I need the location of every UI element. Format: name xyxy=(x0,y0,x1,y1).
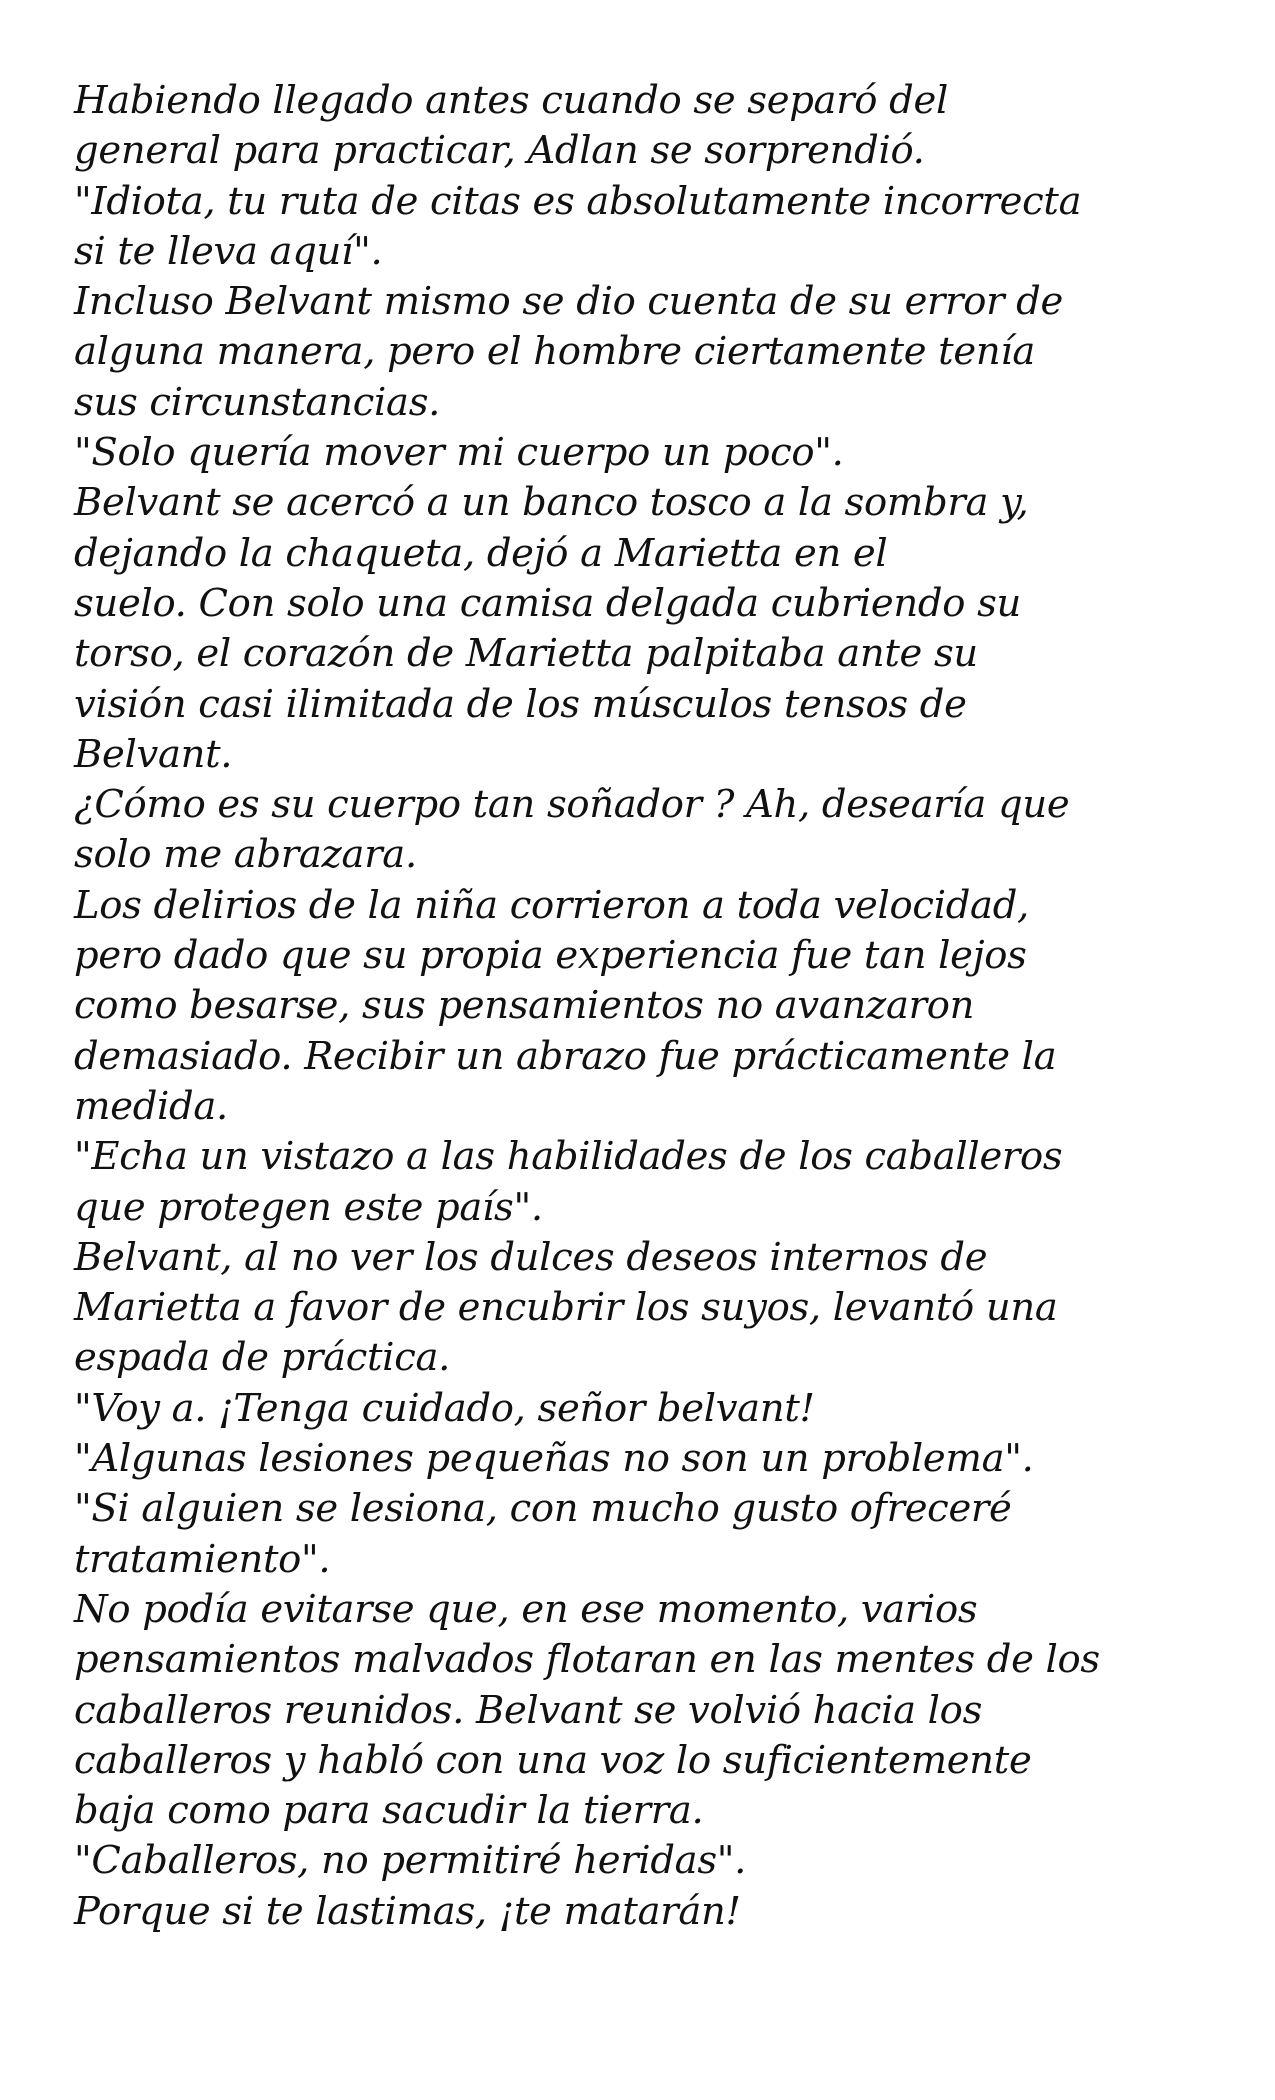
text-line: pensamientos malvados flotaran en las mentes de los xyxy=(74,1637,1100,1683)
text-line: Los delirios de la niña corrieron a toda velocidad, xyxy=(74,882,1029,928)
text-line: "Voy a. ¡Tenga cuidado, señor belvant! xyxy=(74,1385,815,1431)
text-line: que protegen este país". xyxy=(74,1184,543,1230)
text-line: "Echa un vistazo a las habilidades de los caballeros xyxy=(74,1134,1063,1180)
text-line: si te lleva aquí". xyxy=(74,228,383,274)
text-line: Belvant. xyxy=(74,731,233,777)
text-line: tratamiento". xyxy=(74,1536,331,1582)
document-text xyxy=(74,76,1234,1937)
text-line: sus circunstancias. xyxy=(74,379,441,425)
text-line: alguna manera, pero el hombre ciertamente tenía xyxy=(74,329,1035,375)
text-line: caballeros reunidos. Belvant se volvió hacia los xyxy=(74,1687,983,1733)
text-line: "Si alguien se lesiona, con mucho gusto ofreceré xyxy=(74,1486,1012,1532)
text-line: No podía evitarse que, en ese momento, varios xyxy=(74,1586,978,1632)
text-line: ¿Cómo es su cuerpo tan soñador ? Ah, desearía que xyxy=(74,782,1070,828)
text-line: Belvant se acercó a un banco tosco a la sombra y, xyxy=(74,480,1029,526)
text-line: Porque si te lastimas, ¡te matarán! xyxy=(74,1888,741,1934)
text-line: "Solo quería mover mi cuerpo un poco". xyxy=(74,430,844,476)
text-line: dejando la chaqueta, dejó a Marietta en el xyxy=(74,530,888,576)
text-line: demasiado. Recibir un abrazo fue prácticamente la xyxy=(74,1033,1057,1079)
text-line: suelo. Con solo una camisa delgada cubriendo su xyxy=(74,580,1022,626)
text-line: baja como para sacudir la tierra. xyxy=(74,1788,704,1834)
text-line: espada de práctica. xyxy=(74,1335,451,1381)
text-line: "Algunas lesiones pequeñas no son un problema". xyxy=(74,1436,1034,1482)
text-line: Incluso Belvant mismo se dio cuenta de su error de xyxy=(74,279,1064,325)
text-line: Habiendo llegado antes cuando se separó del xyxy=(74,78,948,123)
text-line: medida. xyxy=(74,1083,228,1129)
text-line: "Idiota, tu ruta de citas es absolutamente incorrecta xyxy=(74,178,1082,224)
text-line: torso, el corazón de Marietta palpitaba ante su xyxy=(74,631,978,677)
text-line: "Caballeros, no permitiré heridas". xyxy=(74,1838,747,1884)
text-line: caballeros y habló con una voz lo suficientemente xyxy=(74,1737,1032,1783)
text-line: como besarse, sus pensamientos no avanzaron xyxy=(74,983,975,1029)
text-line: general para practicar, Adlan se sorprendió. xyxy=(74,128,925,174)
text-line: solo me abrazara. xyxy=(74,832,417,878)
text-line: visión casi ilimitada de los músculos tensos de xyxy=(74,681,967,727)
text-line: Belvant, al no ver los dulces deseos internos de xyxy=(74,1234,988,1280)
text-line: Marietta a favor de encubrir los suyos, levantó una xyxy=(74,1285,1058,1331)
text-line: pero dado que su propia experiencia fue tan lejos xyxy=(74,933,1027,979)
